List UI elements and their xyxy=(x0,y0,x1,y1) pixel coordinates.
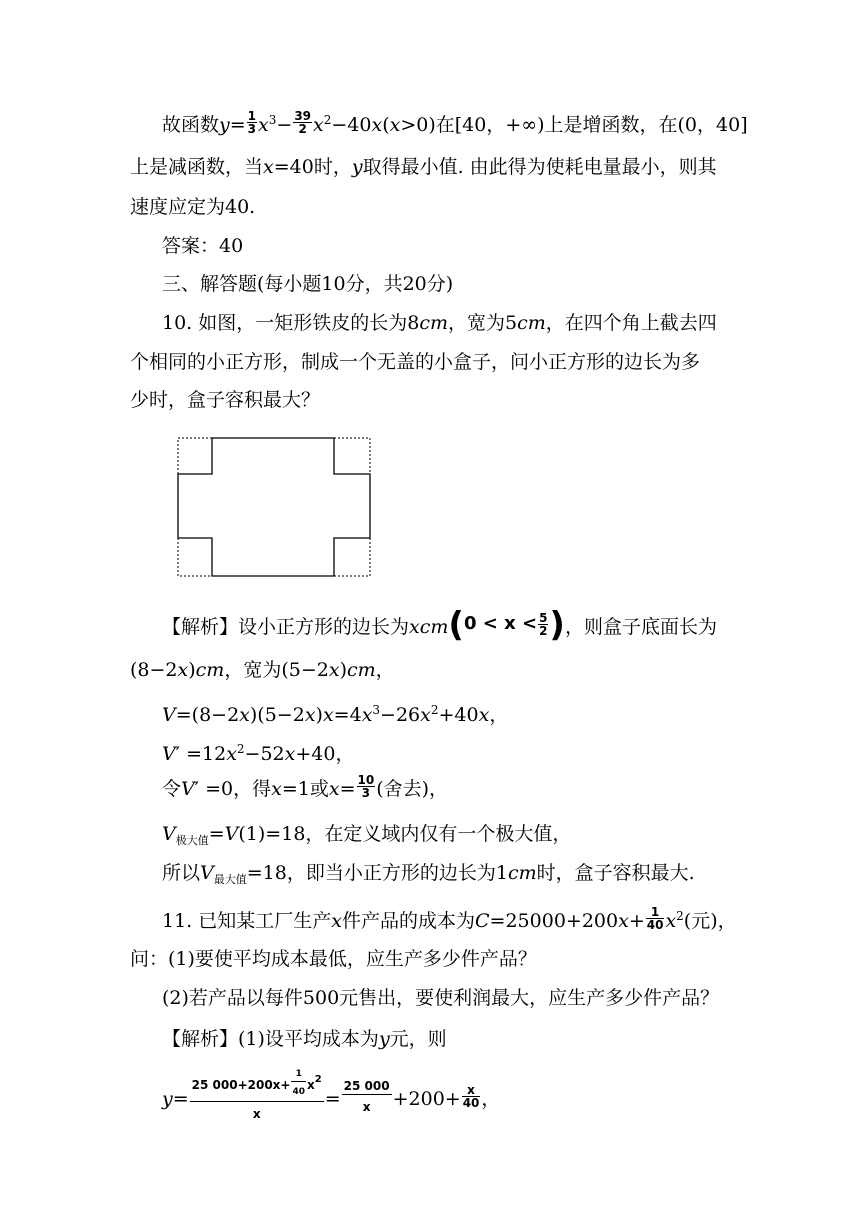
solution-10-line: 【解析】设小正方形的边长为xcm(0 < x < $\frac{5}{2}$ )，则盒子底面长为 xyxy=(162,605,717,645)
derivative-equation: $V' =12x^2-52x+40$， xyxy=(162,742,355,765)
fraction: 25 000+200x+ $\frac{1}{40}$ $x^2$ x xyxy=(191,1069,322,1121)
fraction: $\frac{10}{3}$ xyxy=(357,772,375,800)
section-heading: 三、解答题(每小题10分，共20分) xyxy=(162,273,454,295)
question-10-line: 个相同的小正方形，制成一个无盖的小盒子，问小正方形的边长为多 xyxy=(130,351,701,373)
question-11-line: (2)若产品以每件500元售出，要使利润最大，应生产多少件产品？ xyxy=(162,987,720,1009)
solution-10-line: (8−2x)cm，宽为(5−2x)cm， xyxy=(130,659,395,681)
answer-line: 答案：40 xyxy=(162,235,244,257)
rectangle-sheet-figure xyxy=(176,436,374,580)
fraction: $\frac{39}{2}$ xyxy=(294,108,312,136)
corner-square-top-right xyxy=(334,438,370,474)
fraction: $\frac{25 000}{x}$ xyxy=(343,1078,390,1114)
question-11-line: 11. 已知某工厂生产x件产品的成本为C=25000+200x+ $\frac{1}{40}$ $x^2$(元)， xyxy=(162,904,737,932)
question-11-line: 问：(1)要使平均成本最低，应生产多少件产品？ xyxy=(130,948,537,970)
conclusion-line: 所以$V_{最大值}=18$，即当小正方形的边长为1cm时，盒子容积最大. xyxy=(162,862,695,886)
corner-square-top-left xyxy=(178,438,212,474)
max-value-line: $V_{极大值}=V(1)=18$，在定义域内仅有一个极大值， xyxy=(162,823,572,847)
question-10-line: 少时，盒子容积最大？ xyxy=(130,389,321,411)
fraction: $\frac{1}{40}$ xyxy=(646,904,664,932)
text-line: 故函数y= $\frac{1}{3}$ $x^3-$ $\frac{39}{2}$ $x^2-40x(x>0)$在[40，+∞)上是增函数，在(0，40] xyxy=(162,108,748,136)
text-line: 速度应定为40. xyxy=(130,196,256,218)
fraction: $\frac{x}{40}$ xyxy=(462,1082,480,1110)
corner-square-bottom-left xyxy=(178,538,212,576)
fraction: $\frac{5}{2}$ xyxy=(539,610,548,638)
fraction: $\frac{1}{3}$ xyxy=(247,108,257,136)
critical-point-line: 令V′ =0，得x=1或x= $\frac{10}{3}$ (舍去)， xyxy=(162,772,449,800)
text-line: 上是减函数，当x=40时，y取得最小值. 由此得为使耗电量最小，则其 xyxy=(130,156,717,178)
volume-equation: $V=(8-2x)(5-2x)x=4x^3-26x^2+40x$， xyxy=(162,703,509,726)
sheet-outline xyxy=(178,438,370,576)
question-10-line: 10. 如图，一矩形铁皮的长为8cm，宽为5cm，在四个角上截去四 xyxy=(162,312,717,334)
average-cost-equation: y= 25 000+200x+ $\frac{1}{40}$ $x^2$ x = $\frac{25 000}{x}$ +200+ $\frac{x}{40}$ ， xyxy=(162,1069,501,1121)
corner-square-bottom-right xyxy=(334,538,370,576)
solution-11-line: 【解析】(1)设平均成本为y元，则 xyxy=(162,1028,447,1050)
